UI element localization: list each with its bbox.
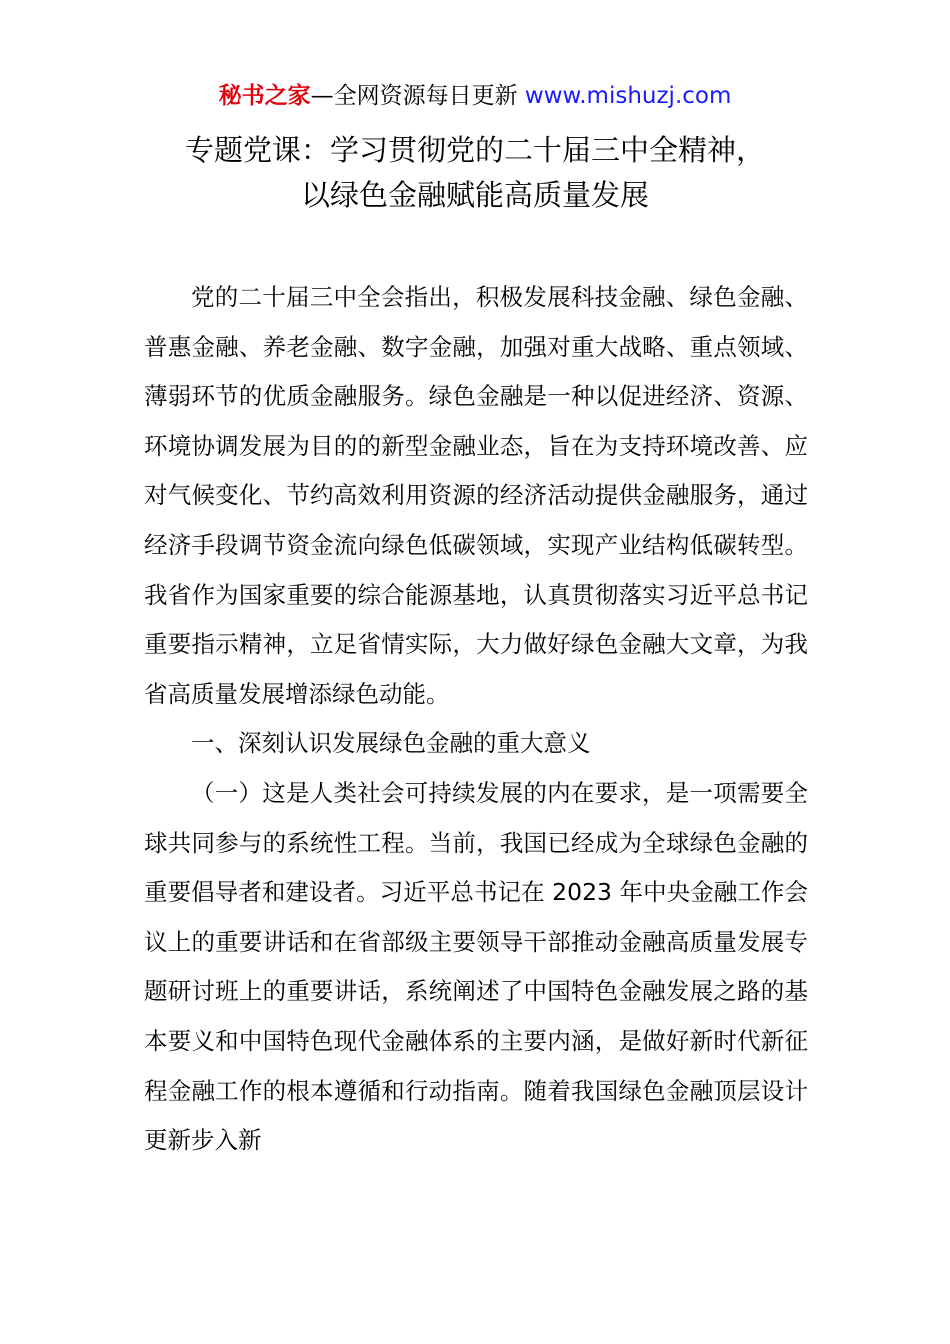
document-title — [0, 128, 950, 218]
section-heading: 一、深刻认识发展绿色金融的重大意义 — [191, 729, 591, 758]
site-header — [0, 80, 950, 112]
sub-section-paragraph: （一）这是人类社会可持续发展的内在要求，是一项需要全球共同参与的系统性工程。当前，我国已经成为全球绿色金融的重要倡导者和建设者。习近平总书记在 2023 年中央金融工作会议上的重要讲话和在省部级主要领导干部推动金融高质量发展专题研讨班上的重要讲话，系统阐述了中国特色金融发展之路的基本要义和中国特色现代金融体系的主要内涵，是做好新时代新征程金融工作的根本遵循和行动指南。随着我国绿色金融顶层设计更新步入新 — [144, 778, 808, 1155]
site-tagline: —全网资源每日更新 — [310, 83, 518, 109]
title-line-1: 专题党课：学习贯彻党的二十届三中全精神， — [184, 133, 765, 167]
document-body — [144, 273, 808, 1166]
intro-paragraph: 党的二十届三中全会指出，积极发展科技金融、绿色金融、普惠金融、养老金融、数字金融，加强对重大战略、重点领域、薄弱环节的优质金融服务。绿色金融是一种以促进经济、资源、环境协调发展为目的的新型金融业态，旨在为支持环境改善、应对气候变化、节约高效利用资源的经济活动提供金融服务，通过经济手段调节资金流向绿色低碳领域，实现产业结构低碳转型。我省作为国家重要的综合能源基地，认真贯彻落实习近平总书记重要指示精神，立足省情实际，大力做好绿色金融大文章，为我省高质量发展增添绿色动能。 — [144, 283, 808, 708]
site-url-link[interactable]: www.mishuzj.com — [524, 83, 732, 109]
title-line-2: 以绿色金融赋能高质量发展 — [300, 178, 649, 212]
site-brand: 秘书之家 — [218, 83, 311, 109]
